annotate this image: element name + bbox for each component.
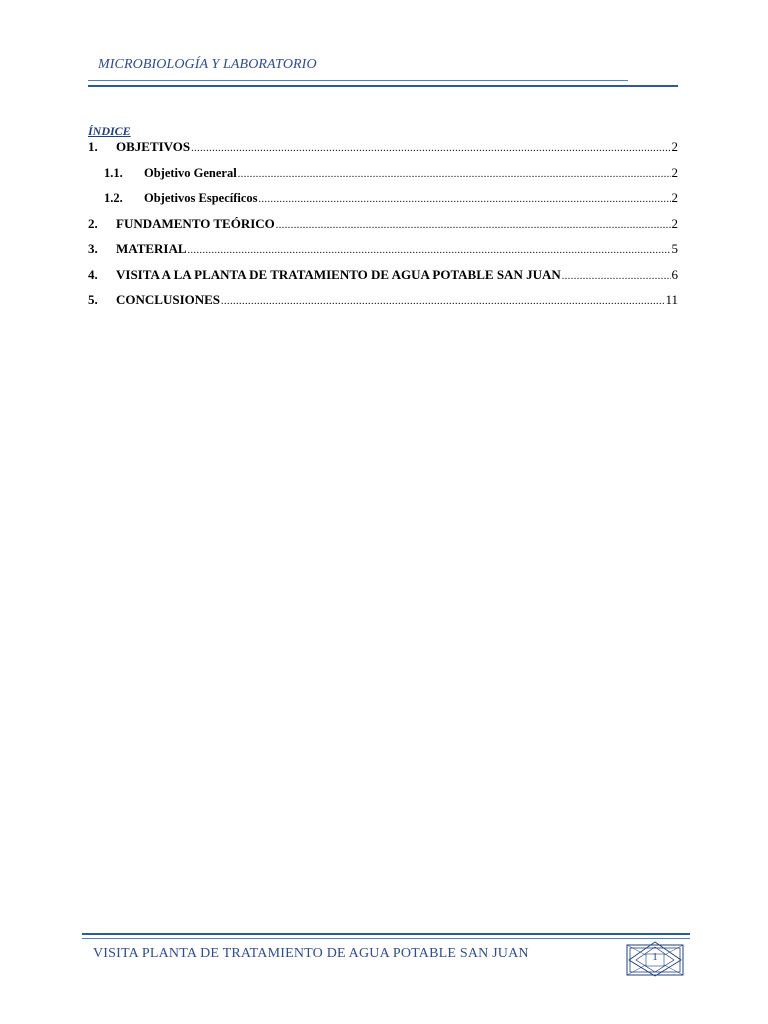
- toc-heading: ÍNDICE: [88, 124, 131, 138]
- toc-entry-page: 5: [671, 241, 678, 256]
- toc-entry-visita-planta[interactable]: [88, 267, 678, 285]
- toc-entry-label: FUNDAMENTO TEÓRICO: [116, 216, 275, 231]
- toc-leader-dots: [276, 220, 671, 231]
- toc-entry-number: 1.1.: [104, 166, 123, 180]
- footer-rule-thin: [82, 938, 690, 939]
- toc-entry-number: 2.: [88, 216, 98, 231]
- toc-entry-label: Objetivo General: [144, 166, 237, 180]
- toc-entry-label: VISITA A LA PLANTA DE TRATAMIENTO DE AGUA POTABLE SAN JUAN: [116, 267, 561, 282]
- toc-entry-page: 2: [671, 165, 678, 180]
- toc-leader-dots: [562, 271, 671, 282]
- toc-leader-dots: [259, 194, 671, 205]
- toc-entry-fundamento-teorico[interactable]: [88, 216, 678, 234]
- toc-entry-label: MATERIAL: [116, 241, 187, 256]
- footer-rule-thick: [82, 933, 690, 935]
- toc-entry-conclusiones[interactable]: [88, 292, 678, 310]
- toc-leader-dots: [188, 245, 671, 256]
- running-footer-title: VISITA PLANTA DE TRATAMIENTO DE AGUA POTABLE SAN JUAN: [93, 946, 529, 961]
- toc-leader-dots: [238, 169, 671, 180]
- toc-entry-objetivo-general[interactable]: [104, 165, 678, 183]
- toc-entry-page: 2: [671, 139, 678, 154]
- toc-entry-page: 6: [671, 267, 678, 282]
- toc-entry-label: OBJETIVOS: [116, 139, 191, 154]
- toc-entry-number: 1.: [88, 139, 98, 154]
- toc-entry-label: Objetivos Específicos: [144, 191, 258, 205]
- toc-entry-number: 3.: [88, 241, 98, 256]
- toc-entry-objetivos[interactable]: [88, 139, 678, 157]
- toc-entry-objetivos-especificos[interactable]: [104, 190, 678, 208]
- running-header-title: MICROBIOLOGÍA Y LABORATORIO: [98, 57, 317, 72]
- header-rule-thin: [88, 80, 628, 81]
- toc-leader-dots: [221, 296, 664, 307]
- header-rule-thick: [88, 85, 678, 87]
- toc-entry-label: CONCLUSIONES: [116, 292, 221, 307]
- toc-entry-page: 2: [671, 216, 678, 231]
- toc-entry-number: 1.2.: [104, 191, 123, 205]
- toc-entry-number: 4.: [88, 267, 98, 282]
- toc-entry-number: 5.: [88, 292, 98, 307]
- toc-entry-page: 11: [665, 292, 678, 307]
- page-number: 1: [652, 951, 658, 963]
- toc-entry-material[interactable]: [88, 241, 678, 259]
- toc-entry-page: 2: [671, 190, 678, 205]
- toc-leader-dots: [191, 143, 670, 154]
